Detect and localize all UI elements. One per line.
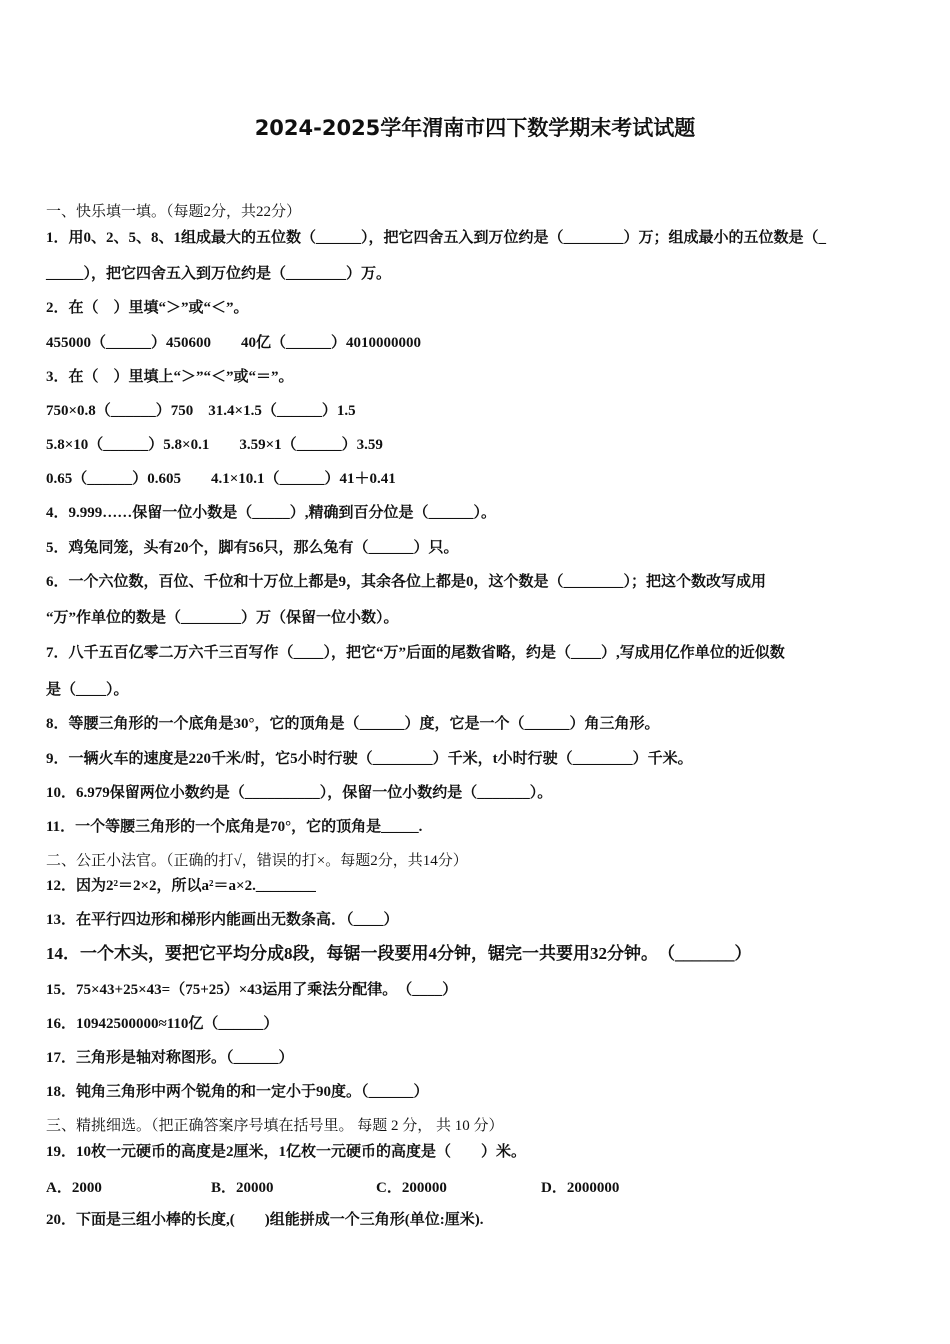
question-7-line-1: 7．八千五百亿零二万六千三百写作（____），把它“万”后面的尾数省略，约是（____）,写成用亿作单位的近似数	[46, 645, 785, 661]
option-b: B．20000	[211, 1180, 274, 1196]
question-17: 17．三角形是轴对称图形。（______）	[46, 1050, 294, 1066]
question-8: 8．等腰三角形的一个底角是30°，它的顶角是（______）度，它是一个（______）角三角形。	[46, 716, 660, 732]
question-6-line-1: 6．一个六位数，百位、千位和十万位上都是9，其余各位上都是0，这个数是（________）；把这个数改写成用	[46, 574, 767, 590]
question-2: 2．在（ ）里填“＞”或“＜”。	[46, 300, 249, 316]
question-12: 12．因为2²＝2×2，所以a²＝a×2.________	[46, 878, 316, 894]
question-18: 18．钝角三角形中两个锐角的和一定小于90度。（______）	[46, 1084, 429, 1100]
page-title: 2024-2025学年渭南市四下数学期末考试试题	[254, 116, 696, 140]
option-a: A．2000	[46, 1180, 102, 1196]
question-2-items: 455000（______）450600 40亿（______）4010000000	[46, 335, 422, 351]
question-10: 10．6.979保留两位小数约是（__________），保留一位小数约是（_______）。	[46, 785, 553, 801]
question-4: 4．9.999……保留一位小数是（_____）,精确到百分位是（______）。	[46, 505, 497, 521]
question-9: 9．一辆火车的速度是220千米/时，它5小时行驶（________）千米，t小时行驶（________）千米。	[46, 751, 693, 767]
question-1-line-2: _____），把它四舍五入到万位约是（________）万。	[46, 266, 392, 282]
section-3-heading: 三、精挑细选。（把正确答案序号填在括号里。 每题 2 分， 共 10 分）	[46, 1118, 504, 1134]
section-1-heading: 一、快乐填一填。（每题2分，共22分）	[46, 204, 302, 220]
question-3-items-3: 0.65（______）0.605 4.1×10.1（______）41＋0.41	[46, 471, 396, 487]
question-3-items-1: 750×0.8（______）750 31.4×1.5（______）1.5	[46, 403, 356, 419]
question-7-line-2: 是（____）。	[46, 682, 129, 698]
question-11: 11．一个等腰三角形的一个底角是70°，它的顶角是_____.	[46, 819, 423, 835]
question-16: 16．10942500000≈110亿（______）	[46, 1016, 279, 1032]
question-3: 3．在（ ）里填上“＞”“＜”或“＝”。	[46, 369, 294, 385]
option-d: D．2000000	[541, 1180, 620, 1196]
question-5: 5．鸡兔同笼，头有20个，脚有56只，那么兔有（______）只。	[46, 540, 459, 556]
question-13: 13．在平行四边形和梯形内能画出无数条高．（____）	[46, 912, 399, 928]
question-14: 14．一个木头，要把它平均分成8段，每锯一段要用4分钟，锯完一共要用32分钟。 （_______）	[46, 944, 752, 963]
question-3-items-2: 5.8×10（______）5.8×0.1 3.59×1（______）3.59	[46, 437, 383, 453]
question-15: 15．75×43+25×43=（75+25）×43运用了乘法分配律。 （____）	[46, 982, 458, 998]
question-20: 20．下面是三组小棒的长度,( )组能拼成一个三角形(单位:厘米).	[46, 1212, 484, 1228]
question-19: 19．10枚一元硬币的高度是2厘米，1亿枚一元硬币的高度是（ ）米。	[46, 1144, 527, 1160]
question-1-line-1: 1．用0、2、5、8、1组成最大的五位数（______），把它四舍五入到万位约是（________）万；组成最小的五位数是（_	[46, 230, 827, 246]
question-19-options	[46, 1176, 706, 1197]
section-2-heading: 二、公正小法官。（正确的打√，错误的打×。每题2分，共14分）	[46, 853, 468, 869]
question-6-line-2: “万”作单位的数是（________）万（保留一位小数）。	[46, 610, 399, 626]
option-c: C．200000	[376, 1180, 447, 1196]
